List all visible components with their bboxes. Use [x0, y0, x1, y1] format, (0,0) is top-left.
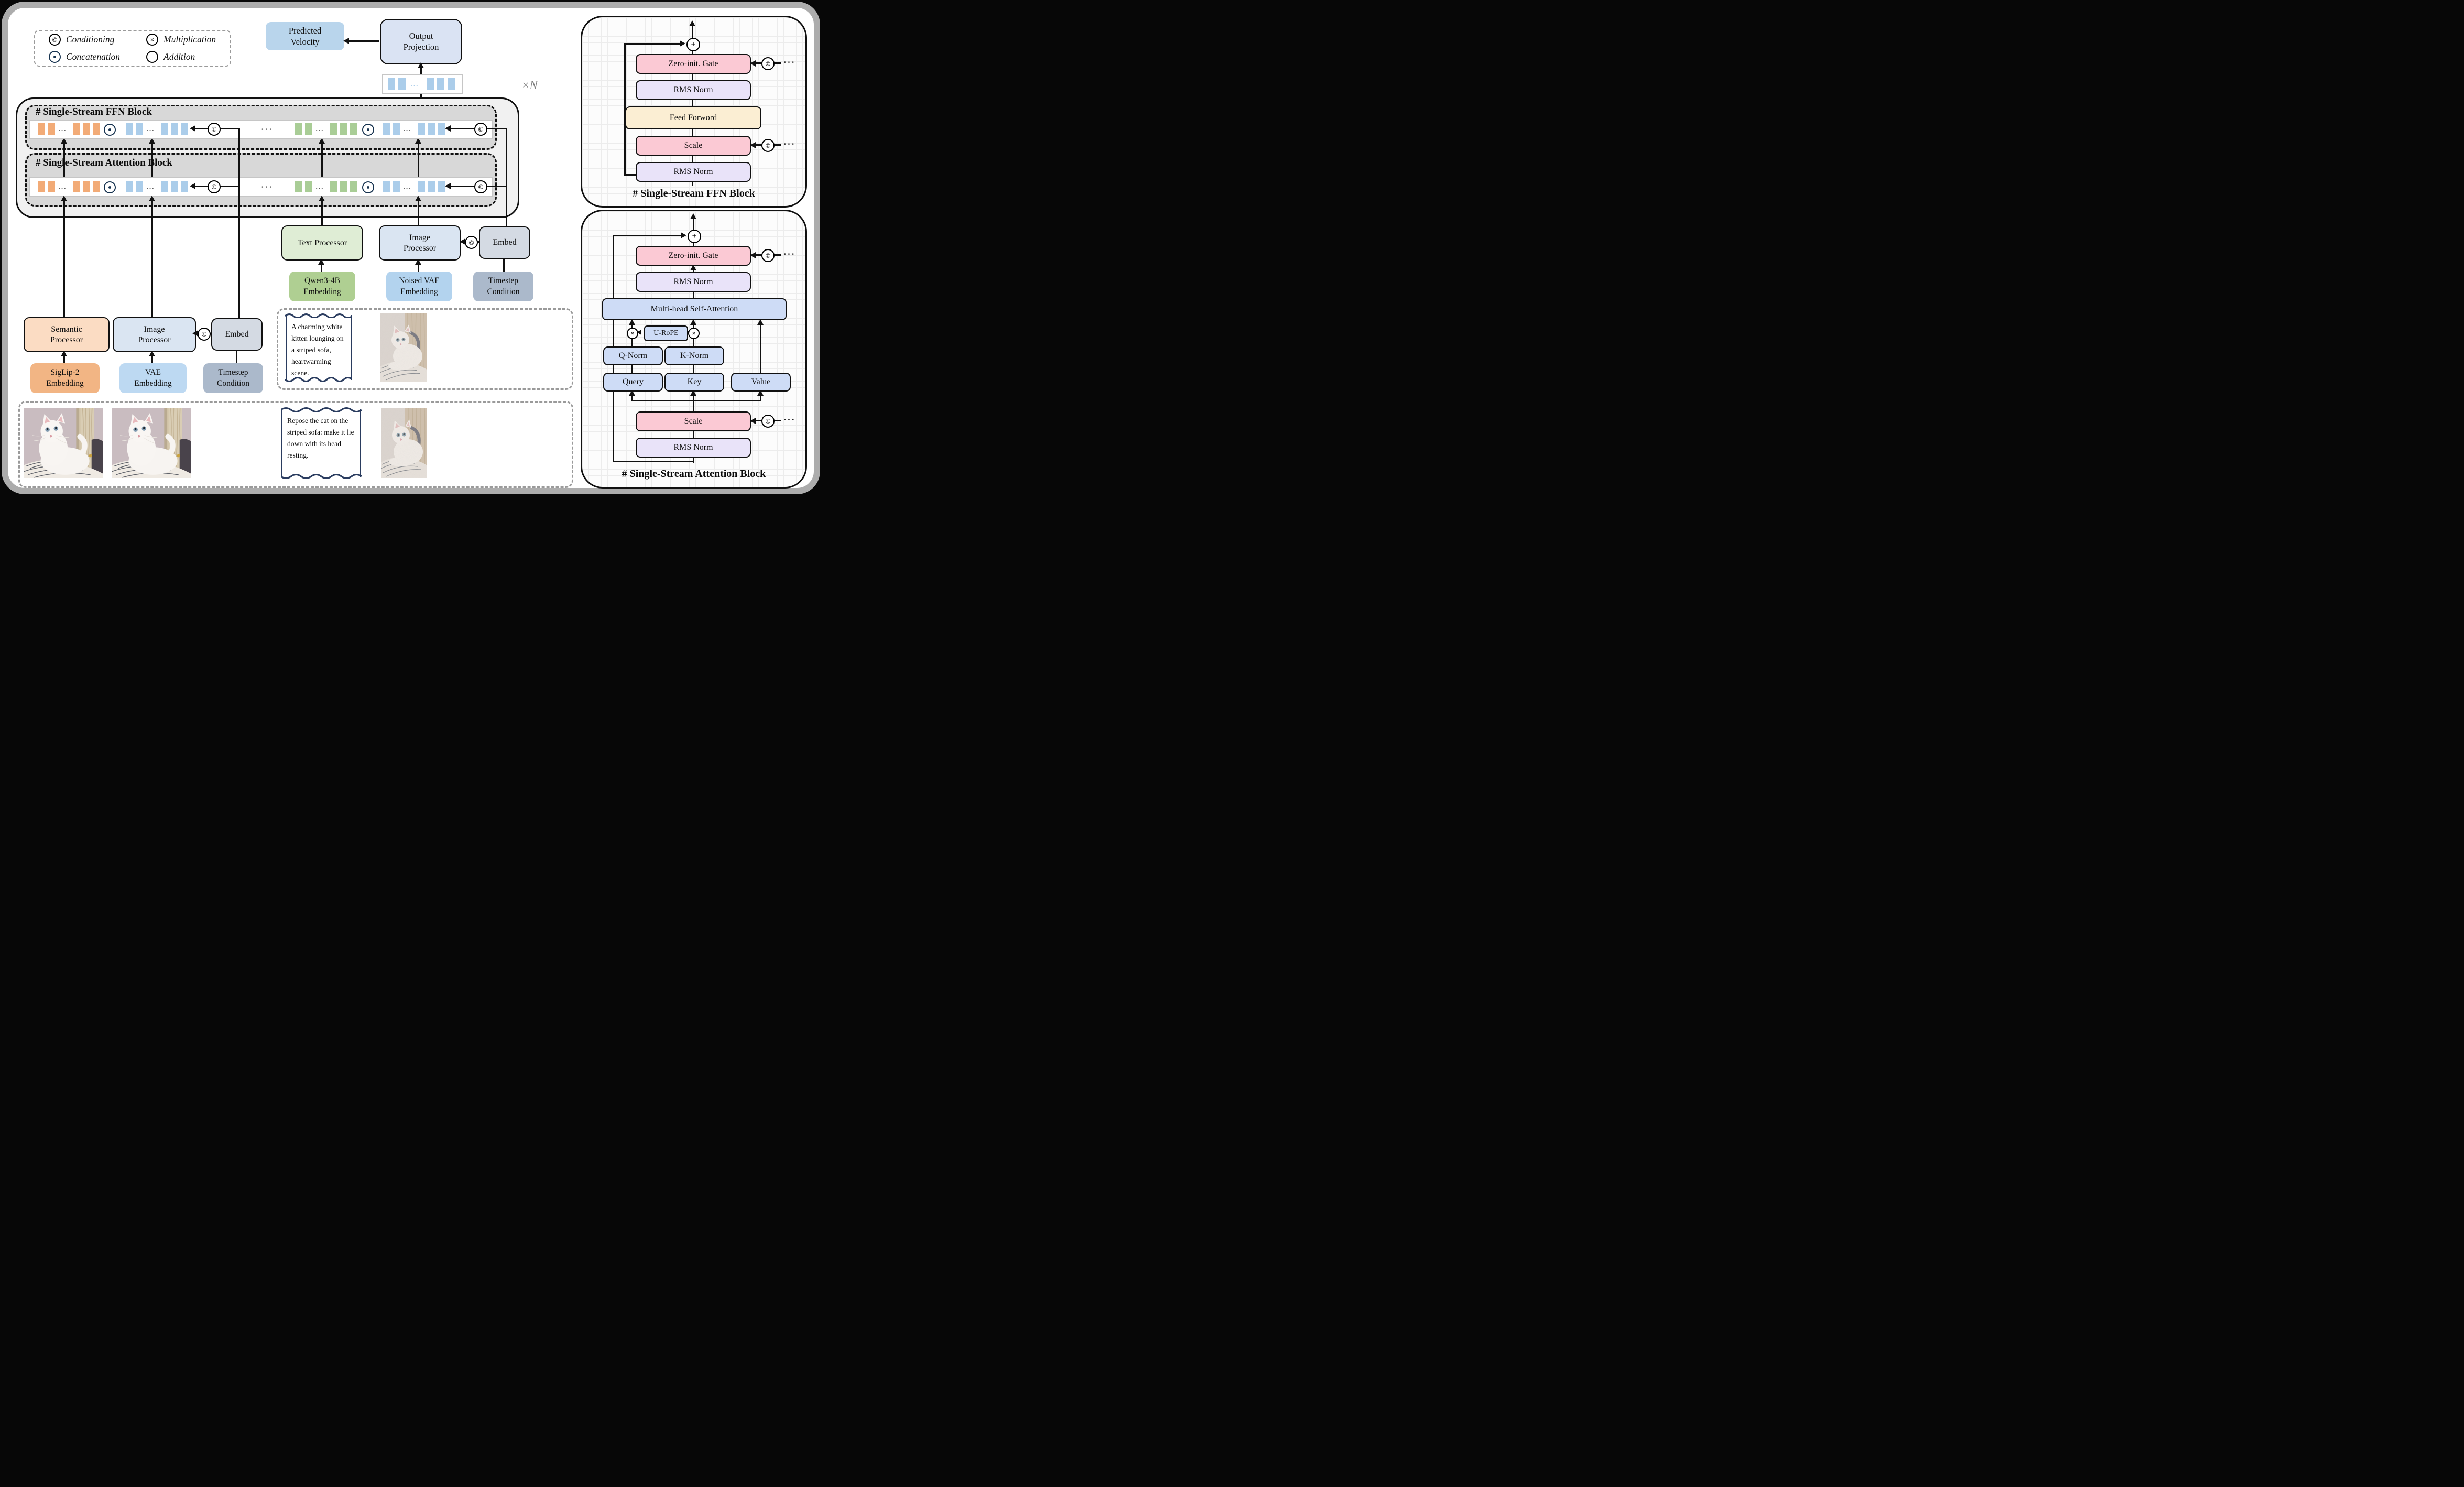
- predicted-velocity-label: Predicted Velocity: [288, 25, 322, 47]
- ellipsis: ···: [315, 126, 324, 134]
- attention-detail-panel: [581, 210, 807, 489]
- diagram-stage: [0, 0, 822, 496]
- scale-box: [636, 411, 751, 431]
- ellipsis: ···: [146, 126, 155, 134]
- connector-line: [236, 349, 237, 363]
- image-processor-mid-box: [379, 225, 461, 261]
- arrowhead: [445, 125, 451, 132]
- timestep-condition-line-right: [506, 128, 507, 226]
- attention-token-strip: [29, 177, 493, 197]
- ffn-block-title: # Single-Stream FFN Block: [36, 106, 152, 117]
- token: [38, 123, 45, 135]
- conditioning-junction-icon: ©: [761, 139, 775, 152]
- connector-line: [347, 40, 379, 42]
- embed-label: Embed: [225, 330, 249, 339]
- token: [171, 123, 178, 135]
- scale-box: [636, 136, 751, 156]
- token: [305, 181, 312, 192]
- ellipsis: ···: [261, 124, 274, 134]
- q-norm-label: Q-Norm: [618, 351, 648, 360]
- concatenation-icon: [362, 124, 374, 136]
- arrowhead: [190, 183, 195, 189]
- ellipsis: ···: [783, 139, 796, 149]
- connector-line: [63, 198, 65, 317]
- connector-line: [151, 198, 153, 317]
- token: [340, 181, 347, 192]
- token: [83, 181, 90, 192]
- z-image-edit-source-cat-image: [24, 408, 103, 478]
- attention-panel-title: # Single-Stream Attention Block: [622, 468, 766, 480]
- timestep-condition-label: Timestep Condition: [487, 276, 520, 296]
- image-processor-left-box: [113, 317, 196, 352]
- ffn-detail-panel: [581, 16, 807, 208]
- rms-norm-label: RMS Norm: [673, 167, 713, 176]
- token: [161, 181, 168, 192]
- rms-norm-label: RMS Norm: [673, 85, 713, 94]
- figure-viewport: [0, 0, 822, 496]
- token: [427, 78, 434, 90]
- ffn-panel-title: # Single-Stream FFN Block: [633, 188, 755, 199]
- siglip-embedding-box: [30, 363, 100, 393]
- token: [93, 181, 100, 192]
- vae-embedding-box: [119, 363, 187, 393]
- query-box: [603, 373, 663, 392]
- token: [438, 123, 445, 135]
- multiplication-icon: ×: [146, 34, 158, 46]
- token: [388, 78, 395, 90]
- token: [398, 78, 406, 90]
- ellipsis: ···: [783, 249, 796, 259]
- siglip-embedding-label: SigLip-2 Embedding: [46, 368, 84, 388]
- token: [73, 123, 80, 135]
- k-norm-label: K-Norm: [680, 351, 709, 360]
- qwen-embedding-label: Qwen3-4B Embedding: [303, 276, 341, 296]
- image-processor-label: Image Processor: [138, 324, 171, 344]
- connector-line: [631, 400, 761, 401]
- connector-line: [418, 140, 419, 177]
- concatenation-icon: [362, 181, 374, 193]
- conditioning-icon: ©: [49, 34, 61, 46]
- conditioning-junction-icon: ©: [208, 180, 221, 193]
- image-processor-label: Image Processor: [403, 233, 437, 253]
- ellipsis: ···: [410, 81, 419, 89]
- token: [126, 181, 133, 192]
- ffn-token-strip: [29, 120, 493, 139]
- ellipsis: ···: [403, 184, 412, 192]
- qwen-embedding-box: [289, 272, 355, 301]
- q-norm-box: [603, 346, 663, 365]
- repeat-count-label: ×N: [521, 79, 538, 92]
- wavy-border-bottom: [285, 377, 352, 383]
- conditioning-junction-icon: ©: [198, 328, 211, 341]
- arrowhead: [681, 232, 686, 238]
- residual-line: [624, 43, 680, 45]
- text-processor-label: Text Processor: [297, 238, 347, 247]
- rms-norm-label: RMS Norm: [673, 277, 713, 286]
- addition-icon: +: [688, 230, 701, 243]
- mhsa-box: [602, 298, 787, 320]
- timestep-condition-label: Timestep Condition: [216, 368, 249, 388]
- scale-label: Scale: [684, 417, 703, 426]
- multiplication-icon: ×: [688, 328, 700, 339]
- arrowhead: [61, 196, 67, 201]
- token: [73, 181, 80, 192]
- z-image-edit-prompt-text: Repose the cat on the striped sofa: make it lie down with its head resting.: [287, 417, 354, 460]
- wavy-border-bottom: [281, 474, 362, 480]
- legend-item-conditioning: [35, 34, 133, 46]
- output-token-strip: [382, 74, 463, 94]
- arrowhead: [415, 196, 421, 201]
- token: [181, 181, 188, 192]
- vae-embedding-label: VAE Embedding: [134, 368, 172, 388]
- connector-line: [418, 198, 419, 225]
- zero-init-gate-box: [636, 246, 751, 266]
- arrowhead: [680, 40, 685, 47]
- token: [383, 123, 390, 135]
- scale-label: Scale: [684, 141, 703, 150]
- timestep-condition-line-left: [238, 128, 240, 319]
- legend-label: Concatenation: [66, 51, 121, 62]
- ellipsis: ···: [58, 184, 67, 192]
- ellipsis: ···: [783, 57, 796, 67]
- token: [126, 123, 133, 135]
- residual-line: [613, 235, 681, 236]
- timestep-condition-left-box: [203, 363, 263, 393]
- zero-init-gate-label: Zero-init. Gate: [668, 251, 718, 260]
- token: [38, 181, 45, 192]
- conditioning-junction-icon: ©: [208, 123, 221, 136]
- token: [438, 181, 445, 192]
- addition-icon: +: [686, 38, 700, 51]
- legend-label: Addition: [163, 51, 195, 62]
- feed-forward-label: Feed Forword: [669, 113, 717, 122]
- token: [48, 181, 55, 192]
- token: [161, 123, 168, 135]
- query-label: Query: [623, 377, 644, 386]
- timestep-condition-right-box: [473, 272, 533, 301]
- multiplication-icon: ×: [627, 328, 638, 339]
- rms-norm-box: [636, 80, 751, 100]
- token: [330, 123, 337, 135]
- k-norm-box: [664, 346, 724, 365]
- concatenation-icon: [104, 124, 116, 136]
- token: [330, 181, 337, 192]
- token: [171, 181, 178, 192]
- legend-label: Conditioning: [66, 34, 115, 45]
- token: [448, 78, 455, 90]
- z-image-noised-cat-image: [380, 313, 427, 382]
- token: [418, 123, 425, 135]
- z-image-prompt-box: [286, 315, 352, 380]
- key-label: Key: [687, 377, 702, 386]
- conditioning-junction-icon: ©: [761, 415, 775, 428]
- arrowhead: [445, 183, 451, 189]
- z-image-edit-source-cat-image-2: [112, 408, 191, 478]
- legend-item-concatenation: [35, 51, 133, 63]
- arrowhead: [149, 196, 155, 201]
- token: [136, 181, 143, 192]
- wavy-border-top: [285, 312, 352, 318]
- arrowhead: [689, 20, 695, 26]
- conditioning-junction-icon: ©: [474, 180, 487, 193]
- token: [48, 123, 55, 135]
- connector-line: [760, 320, 761, 373]
- addition-icon: +: [146, 51, 158, 63]
- connector-line: [321, 198, 323, 225]
- urope-box: [644, 325, 688, 341]
- token: [83, 123, 90, 135]
- concatenation-icon: [49, 51, 61, 63]
- rms-norm-label: RMS Norm: [673, 443, 713, 452]
- embed-label: Embed: [493, 238, 517, 247]
- token: [305, 123, 312, 135]
- key-box: [664, 373, 724, 392]
- zero-init-gate-box: [636, 54, 751, 74]
- output-projection-box: [380, 19, 462, 64]
- token: [393, 123, 400, 135]
- connector-line: [321, 140, 323, 177]
- ellipsis: ···: [315, 184, 324, 192]
- embed-left-box: [211, 318, 263, 351]
- z-image-prompt-text: A charming white kitten lounging on a striped sofa, heartwarming scene.: [291, 323, 344, 377]
- token: [428, 181, 435, 192]
- output-projection-label: Output Projection: [403, 30, 439, 52]
- rms-norm-bottom-box: [636, 162, 751, 182]
- zero-init-gate-label: Zero-init. Gate: [668, 59, 718, 68]
- ellipsis: ···: [58, 126, 67, 134]
- legend-item-addition: [133, 51, 230, 63]
- token: [428, 123, 435, 135]
- arrowhead: [319, 196, 325, 201]
- noised-vae-embedding-box: [386, 272, 452, 301]
- token: [437, 78, 444, 90]
- z-image-edit-prompt-box: [281, 409, 361, 477]
- legend-item-multiplication: [133, 34, 230, 46]
- token: [350, 123, 357, 135]
- conditioning-junction-icon: ©: [474, 123, 487, 136]
- semantic-processor-box: [24, 317, 110, 352]
- ellipsis: ···: [783, 415, 796, 425]
- rms-norm-bottom-box: [636, 438, 751, 458]
- token: [295, 123, 302, 135]
- ellipsis: ···: [403, 126, 412, 134]
- arrowhead: [190, 125, 195, 132]
- semantic-processor-label: Semantic Processor: [50, 324, 83, 344]
- feed-forward-box: [625, 106, 761, 129]
- token: [393, 181, 400, 192]
- attention-block-title: # Single-Stream Attention Block: [36, 157, 172, 168]
- wavy-border-top: [281, 406, 362, 412]
- token: [136, 123, 143, 135]
- concatenation-icon: [104, 181, 116, 193]
- token: [350, 181, 357, 192]
- mhsa-label: Multi-head Self-Attention: [650, 305, 738, 313]
- token: [295, 181, 302, 192]
- token: [418, 181, 425, 192]
- legend-label: Multiplication: [163, 34, 216, 45]
- token: [181, 123, 188, 135]
- arrowhead: [343, 38, 349, 44]
- z-image-edit-noised-cat-image: [381, 408, 427, 478]
- predicted-velocity-box: [266, 22, 344, 50]
- token: [340, 123, 347, 135]
- rms-norm-box: [636, 272, 751, 292]
- token: [383, 181, 390, 192]
- token: [93, 123, 100, 135]
- embed-right-box: [479, 226, 530, 259]
- ellipsis: ···: [261, 182, 274, 192]
- conditioning-junction-icon: ©: [761, 57, 775, 70]
- arrowhead: [418, 62, 424, 68]
- urope-label: U-RoPE: [653, 329, 679, 337]
- legend-box: [34, 30, 231, 67]
- value-box: [731, 373, 791, 392]
- noised-vae-embedding-label: Noised VAE Embedding: [399, 276, 440, 296]
- ellipsis: ···: [146, 184, 155, 192]
- text-processor-box: [281, 225, 363, 261]
- connector-line: [503, 257, 505, 272]
- value-label: Value: [751, 377, 771, 386]
- conditioning-junction-icon: ©: [465, 236, 478, 249]
- conditioning-junction-icon: ©: [761, 249, 775, 262]
- residual-line: [613, 461, 694, 462]
- arrowhead: [690, 213, 696, 219]
